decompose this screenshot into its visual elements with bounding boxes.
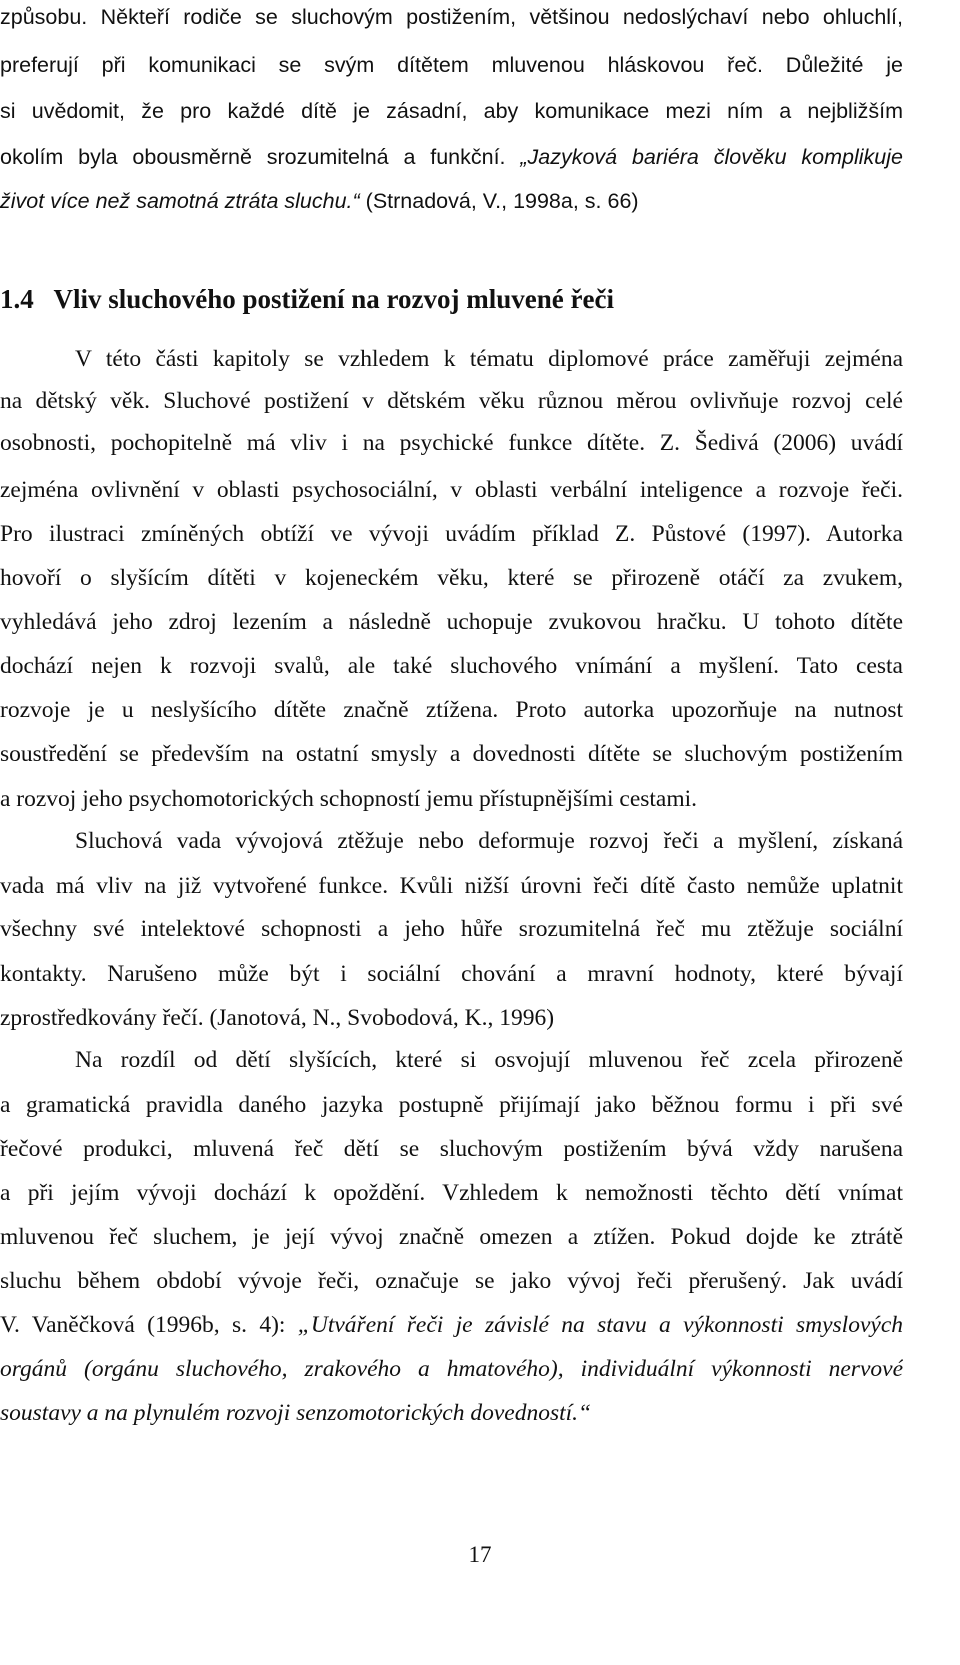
paragraph-line: a při jejím vývoji dochází k opoždění. Vzhledem k nemožnosti těchto dětí vnímat [0,1180,903,1206]
paragraph-line: řečové produkci, mluvená řeč dětí se sluchovým postižením bývá vždy narušena [0,1136,903,1162]
paragraph-line: V této části kapitoly se vzhledem k tématu diplomové práce zaměřuji zejména [75,346,903,372]
paragraph-line: zejména ovlivnění v oblasti psychosociální, v oblasti verbální inteligence a rozvoje řeči. [0,477,903,503]
paragraph-line: preferují při komunikaci se svým dítětem mluvenou hláskovou řeč. Důležité je [0,53,903,77]
paragraph-line: Na rozdíl od dětí slyšících, které si osvojují mluvenou řeč zcela přirozeně [75,1047,903,1073]
paragraph-line: vada má vliv na již vytvořené funkce. Kvůli nižší úrovni řeči dítě často nemůže uplatnit [0,873,903,899]
paragraph-line [0,1398,903,1428]
paragraph-line: zprostředkovány řečí. (Janotová, N., Svobodová, K., 1996) [0,1005,555,1031]
paragraph-line: a gramatická pravidla daného jazyka postupně přijímají jako běžnou formu i při své [0,1092,903,1118]
quote-text: život více než samotná ztráta sluchu.“ [0,189,360,213]
section-heading: 1.4 Vliv sluchového postižení na rozvoj mluvené řeči [0,284,614,314]
paragraph-text: okolím byla obousměrně srozumitelná a funkční. [0,145,521,169]
paragraph-line [0,186,903,216]
paragraph-line: a rozvoj jeho psychomotorických schopností jemu přístupnějšími cestami. [0,786,698,812]
quote-text: „Utváření řeči je závislé na stavu a výkonnosti smyslových [297,1312,903,1338]
paragraph-line: soustředění se především na ostatní smysly a dovednosti dítěte se sluchovým postižením [0,741,903,767]
paragraph-line [0,142,903,172]
citation: (Strnadová, V., 1998a, s. 66) [359,189,639,213]
paragraph-line [0,1310,903,1340]
paragraph-line: Sluchová vada vývojová ztěžuje nebo deformuje rozvoj řeči a myšlení, získaná [75,828,903,854]
paragraph-line: Pro ilustraci zmíněných obtíží ve vývoji uvádím příklad Z. Půstové (1997). Autorka [0,521,903,547]
paragraph-line: vyhledává jeho zdroj lezením a následně uchopuje zvukovou hračku. U tohoto dítěte [0,609,903,635]
paragraph-line: způsobu. Někteří rodiče se sluchovým postižením, většinou nedoslýchaví nebo ohluchlí, [0,5,903,29]
paragraph-line: na dětský věk. Sluchové postižení v dětském věku různou měrou ovlivňuje rozvoj celé [0,388,903,414]
paragraph-line: mluvenou řeč sluchem, je její vývoj značně omezen a ztížen. Pokud dojde ke ztrátě [0,1224,903,1250]
paragraph-line: všechny své intelektové schopnosti a jeho hůře srozumitelná řeč mu ztěžuje sociální [0,916,903,942]
paragraph-text: V. Vaněčková (1996b, s. 4): [0,1312,298,1338]
paragraph-line: dochází nejen k rozvoji svalů, ale také sluchového vnímání a myšlení. Tato cesta [0,653,903,679]
paragraph-line: si uvědomit, že pro každé dítě je zásadní, aby komunikace mezi ním a nejbližším [0,99,903,123]
page-number: 17 [468,1542,492,1567]
paragraph-line: osobnosti, pochopitelně má vliv i na psychické funkce dítěte. Z. Šedivá (2006) uvádí [0,430,903,456]
paragraph-line: kontakty. Narušeno může být i sociální chování a mravní hodnoty, které bývají [0,961,903,987]
quote-text: orgánů (orgánu sluchového, zrakového a hmatového), individuální výkonnosti nervové [0,1356,903,1382]
quote-text: „Jazyková bariéra člověku komplikuje [520,145,903,169]
paragraph-line [0,1354,903,1384]
quote-text: soustavy a na plynulém rozvoji senzomotorických dovedností.“ [0,1400,592,1426]
paragraph-line: sluchu během období vývoje řeči, označuje se jako vývoj řeči přerušený. Jak uvádí [0,1268,903,1294]
paragraph-line: hovoří o slyšícím dítěti v kojeneckém věku, které se přirozeně otáčí za zvukem, [0,565,903,591]
paragraph-line: rozvoje je u neslyšícího dítěte značně ztížena. Proto autorka upozorňuje na nutnost [0,697,903,723]
